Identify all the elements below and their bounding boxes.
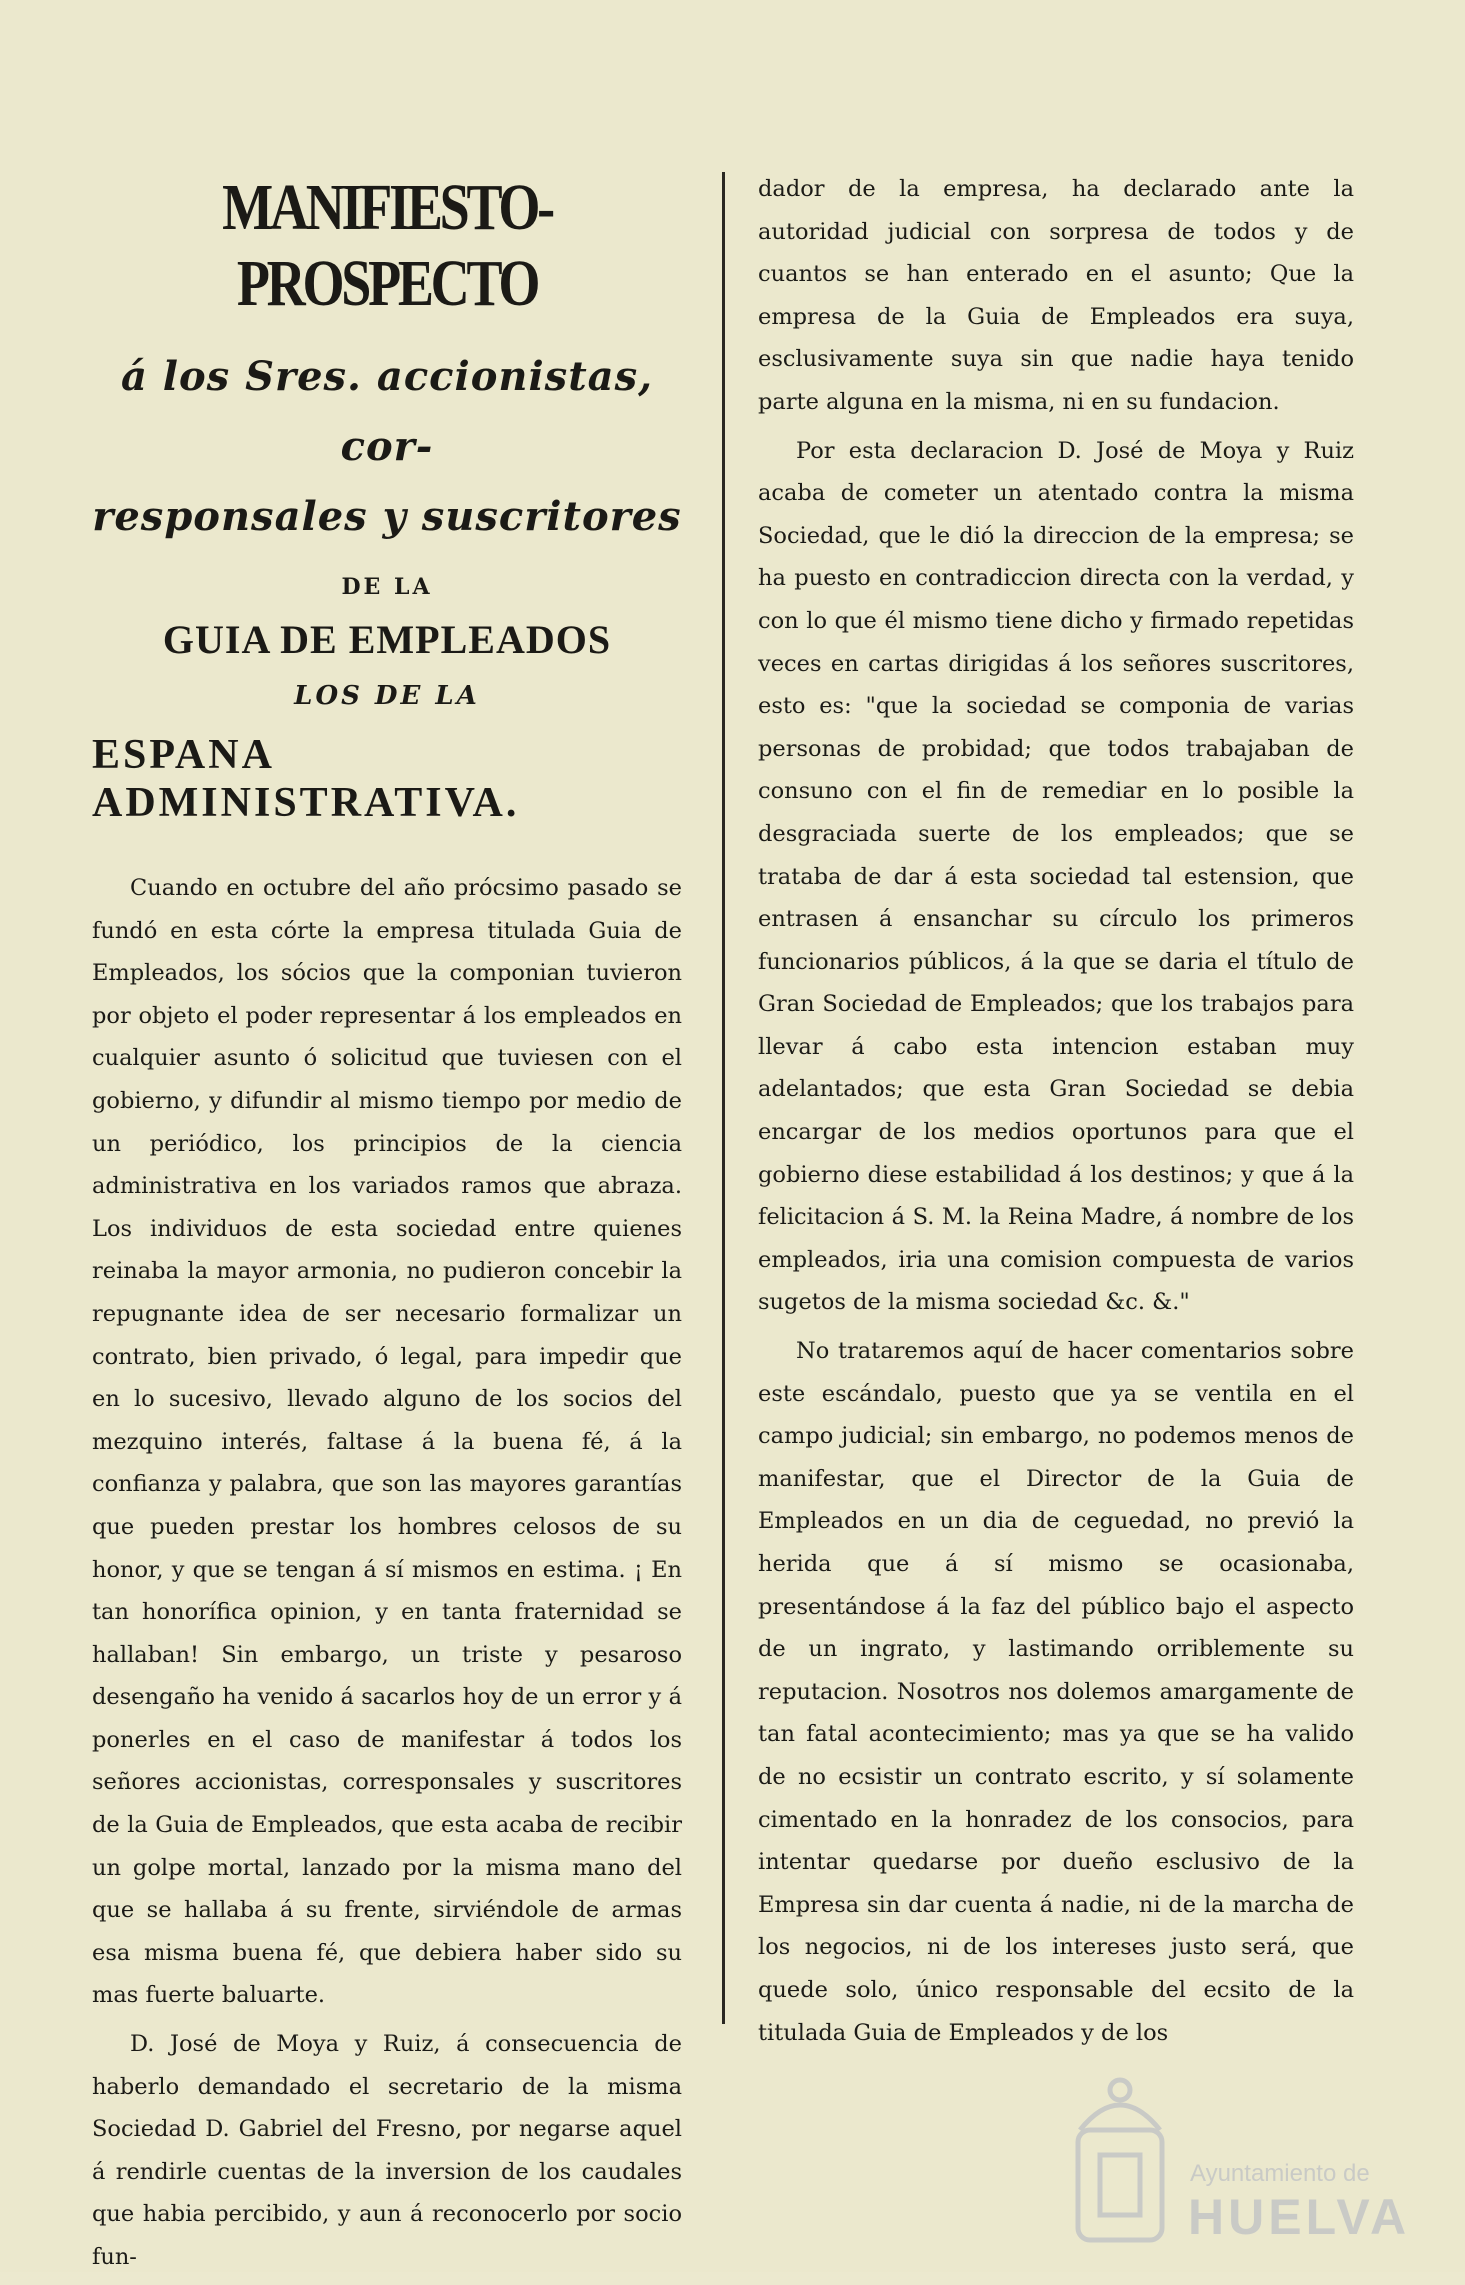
- right-paragraph-2: Por esta declaracion D. José de Moya y Ruiz acaba de cometer un atentado contra la misma Sociedad, que le dió la direccion de la empresa; se ha puesto en contradiccion directa con la verdad, y con lo que él mismo tiene dicho y firmado repetidas veces en cartas dirigidas á los señores suscritores, esto es: "que la sociedad se componia de varias personas de probidad; que todos trabajaban de consuno con el fin de remediar en lo posible la desgraciada suerte de los empleados; que se trataba de dar á esta sociedad tal estension, que entrasen á ensanchar su círculo los primeros funcionarios públicos, á la que se daria el título de Gran Sociedad de Empleados; que los trabajos para llevar á cabo esta intencion estaban muy adelantados; que esta Gran Sociedad se debia encargar de los medios oportunos para que el gobierno diese estabilidad á los destinos; y que á la felicitacion á S. M. la Reina Madre, á nombre de los empleados, iria una comision compuesta de varios sugetos de la misma sociedad &c. &.": [758, 437, 1354, 1316]
- left-column: [92, 160, 682, 2285]
- subtitle-line-1: á los Sres. accionistas, cor-: [120, 353, 654, 470]
- right-column: [758, 168, 1354, 2060]
- guia-heading: GUIA DE EMPLEADOS: [162, 617, 612, 662]
- de-la-label: DE LA: [341, 574, 433, 600]
- right-paragraph-1: dador de la empresa, ha declarado ante la autoridad judicial con sorpresa de todos y de cuantos se han enterado en el asunto; Que la empresa de la Guia de Empleados era suya, esclusivamente suya sin que nadie haya tenido parte alguna en la misma, ni en su fundacion.: [758, 176, 1354, 415]
- left-paragraph-2: D. José de Moya y Ruiz, á consecuencia de haberlo demandado el secretario de la misma Sociedad D. Gabriel del Fresno, por negarse aquel á rendirle cuentas de la inversion de los caudales que habia percibido, y aun á reconocerlo por socio fun-: [92, 2031, 682, 2270]
- watermark-line-2: HUELVA: [1188, 2189, 1411, 2245]
- right-paragraph-3: No trataremos aquí de hacer comentarios sobre este escándalo, puesto que ya se ventila en el campo judicial; sin embargo, no podemos menos de manifestar, que el Director de la Guia de Empleados en un dia de ceguedad, no previó la herida que á sí mismo se ocasionaba, presentándose á la faz del público bajo el aspecto de un ingrato, y lastimando orriblemente su reputacion. Nosotros nos dolemos amargamente de tan fatal acontecimiento; mas ya que se ha valido de no ecsistir un contrato escrito, y sí solamente cimentado en la honradez de los consocios, para intentar quedarse por dueño esclusivo de la Empresa sin dar cuenta á nadie, ni de la marcha de los negocios, ni de los intereses justo será, que quede solo, único responsable del ecsito de la titulada Guia de Empleados y de los: [758, 1338, 1354, 2046]
- los-de-la-label: LOS DE LA: [294, 681, 480, 711]
- watermark-line-1: Ayuntamiento de: [1190, 2160, 1370, 2187]
- subtitle-line-2: responsales y suscritores: [92, 493, 682, 540]
- column-divider: [722, 172, 725, 2024]
- document-title: MANIFIESTO-PROSPECTO: [222, 171, 552, 320]
- left-paragraph-1: Cuando en octubre del año prócsimo pasado se fundó en esta córte la empresa titulada Guia de Empleados, los sócios que la componian tuvieron por objeto el poder representar á los empleados en cualquier asunto ó solicitud que tuviesen con el gobierno, y difundir al mismo tiempo por medio de un periódico, los principios de la ciencia administrativa en los variados ramos que abraza. Los individuos de esta sociedad entre quienes reinaba la mayor armonia, no pudieron concebir la repugnante idea de ser necesario formalizar un contrato, bien privado, ó legal, para impedir que en lo sucesivo, llevado alguno de los socios del mezquino interés, faltase á la buena fé, á la confianza y palabra, que son las mayores garantías que pueden prestar los hombres celosos de su honor, y que se tengan á sí mismos en estima. ¡ En tan honorífica opinion, y en tanta fraternidad se hallaban! Sin embargo, un triste y pesaroso desengaño ha venido á sacarlos hoy de un error y á ponerles en el caso de manifestar á todos los señores accionistas, corresponsales y suscritores de la Guia de Empleados, que esta acaba de recibir un golpe mortal, lanzado por la misma mano del que se hallaba á su frente, sirviéndole de armas esa misma buena fé, que debiera haber sido su mas fuerte baluarte.: [92, 875, 682, 2009]
- espana-heading: ESPANA ADMINISTRATIVA.: [92, 732, 520, 826]
- ayuntamiento-watermark: [1060, 2060, 1411, 2250]
- crest-icon: [1060, 2060, 1180, 2250]
